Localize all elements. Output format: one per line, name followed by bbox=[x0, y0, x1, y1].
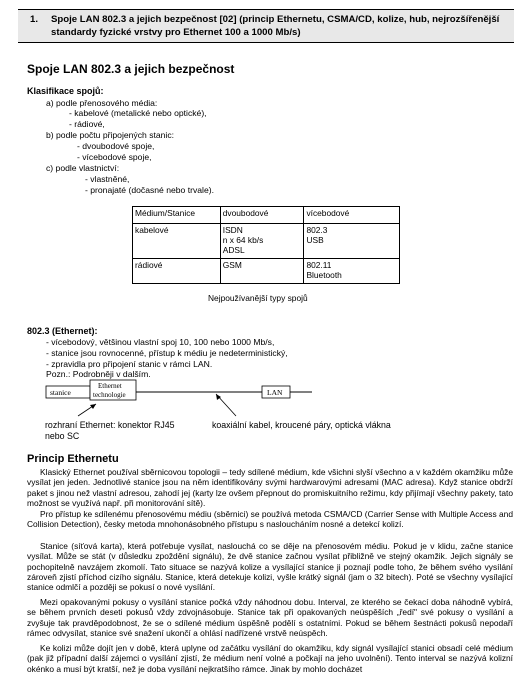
table-cell bbox=[220, 259, 304, 284]
list-item: - stanice jsou rovnocenné, přístup k médiu je nedeterministický, bbox=[46, 348, 288, 358]
interface-label-2: nebo SC bbox=[45, 431, 80, 441]
table-cell bbox=[304, 224, 400, 259]
paragraph: Ke kolizi může dojít jen v době, která uplyne od začátku vysílání do okamžiku, kdy signál vysílající stanici obsadí celé médium (pak již případní další zájemci o vysílání zjistí, že médium není volné a počkají na jeho uvolnění). Tento interval se nazývá kolizní okénko a musí být kratší, než je doba vysílání nejkratšího rámce. Jinak by mohlo docházet bbox=[27, 643, 513, 674]
list-item: - pronajaté (dočasné nebo trvale). bbox=[85, 185, 214, 195]
lan-label: LAN bbox=[267, 388, 283, 397]
cell-line: ADSL bbox=[222, 245, 245, 256]
ethernet-section-title: 802.3 (Ethernet): bbox=[27, 326, 98, 336]
table-cell: kabelové bbox=[133, 224, 221, 259]
table-header-cell: dvoubodové bbox=[220, 207, 304, 224]
list-item: c) podle vlastnictví: bbox=[46, 163, 120, 173]
chapter-title-bar bbox=[18, 9, 514, 43]
section-heading-ethernet: Princip Ethernetu bbox=[27, 453, 119, 465]
list-item: - vícebodové spoje, bbox=[77, 152, 152, 162]
cell-line: 802.11 bbox=[306, 260, 332, 270]
table-header-cell: vícebodové bbox=[304, 207, 400, 224]
chapter-title: Spoje LAN 802.3 a jejich bezpečnost [02] (princip Ethernetu, CSMA/CD, kolize, hub, nejrozšířenější standardy fyzické vrstvy pro Ethernet 100 a 1000 Mb/s) bbox=[51, 14, 500, 38]
medium-label: koaxiální kabel, kroucené páry, optická vlákna bbox=[212, 420, 391, 430]
list-item: - zpravidla pro připojení stanic v rámci LAN. bbox=[46, 359, 213, 369]
paragraph: Stanice (síťová karta), která potřebuje vysílat, naslouchá co se děje na přenosovém médiu. Pokud je v klidu, začne stanice vysílat. Může se stát (v důsledku zpoždění signálu), že dvě stanice začnou vysílat přibližně ve stejný okamžik. Jejich signály se pochopitelně navzájem zkomolí. Tato situace se nazývá kolize a vysílající stanice ji poznají podle toho, že během svého vysílání zároveň zjistí příchod cizího signálu. Stanice, která detekuje kolizi, vyšle krátký signál (jam o 32 bitech). Poté se všechny vysílající stanice odmlčí a později se pokusí o nové vysílání. bbox=[27, 541, 513, 593]
table-row bbox=[133, 259, 400, 284]
table-cell bbox=[304, 259, 400, 284]
table-header-cell: Médium/Stanice bbox=[133, 207, 221, 224]
table-cell bbox=[220, 224, 304, 259]
list-item: - dvoubodové spoje, bbox=[77, 141, 155, 151]
media-table bbox=[132, 206, 400, 284]
cell-line: GSM bbox=[222, 260, 242, 270]
section-heading-lan: Spoje LAN 802.3 a jejich bezpečnost bbox=[27, 62, 235, 76]
arrowhead-interface bbox=[90, 404, 96, 409]
cell-line: Bluetooth bbox=[306, 270, 342, 281]
paragraph: Klasický Ethernet používal sběrnicovou topologii – tedy sdílené médium, kde všichni slyší všechno a v každém okamžiku může vysílat jen jeden. Jednotlivé stanice jsou na něm identifikovány svými hardwarovými adresami (MAC adresa). Když stanice obdrží paket s jinou než vlastní adresou, zahodí jej (karty lze ovšem přepnout do promiskuitního režimu, kdy přijímají všechny pakety, tato možnost se využívá např. při monitorování sítě). bbox=[27, 467, 513, 508]
tech-label-2: technologie bbox=[93, 391, 126, 399]
cell-line: USB bbox=[306, 235, 324, 246]
chapter-number: 1. bbox=[30, 14, 39, 25]
paragraph: Pro přístup ke sdílenému přenosovému médiu (sběrnici) se používá metoda CSMA/CD (Carrier Sense with Multiple Access and Collision Detection), česky metoda mnohonásobného přístupu s nasloucháním nosné a detekcí kolizí. bbox=[27, 509, 513, 530]
classification-title: Klasifikace spojů: bbox=[27, 86, 104, 96]
interface-label: rozhraní Ethernet: konektor RJ45 bbox=[45, 420, 175, 430]
list-item: - vícebodový, většinou vlastní spoj 10, 100 nebo 1000 Mb/s, bbox=[46, 337, 275, 347]
table-caption: Nejpoužívanější typy spojů bbox=[208, 293, 308, 303]
paragraph: Mezi opakovanými pokusy o vysílání stanice počká vždy náhodnou dobu. Interval, ze kterého se čekací doba náhodně vybírá, se během prvních deseti pokusů vždy zdvojnásobuje. Stanice tak při opakovaných neúspěších „ředí" své pokusy o vysílání a zvyšuje tak pravděpodobnost, že se o sdílené médium úspěšně podělí s ostatními. Pokud se během šestnácti pokusů nepodaří rámec odvysílat, stanice své snažení ukončí a ohlásí nadřízené vrstvě neúspěch. bbox=[27, 597, 513, 638]
station-label: stanice bbox=[50, 388, 71, 397]
list-item: a) podle přenosového média: bbox=[46, 98, 158, 108]
list-item: - rádiové, bbox=[69, 119, 105, 129]
table-cell: rádiové bbox=[133, 259, 221, 284]
cell-line: 802.3 bbox=[306, 225, 328, 235]
cell-line: ISDN bbox=[222, 225, 243, 235]
tech-label-1: Ethernet bbox=[98, 382, 122, 390]
list-item: - kabelové (metalické nebo optické), bbox=[69, 108, 207, 118]
cell-line: n x 64 kb/s bbox=[222, 235, 264, 246]
note-text: Pozn.: Podrobněji v dalším. bbox=[46, 369, 151, 379]
table-header-row bbox=[133, 207, 400, 224]
list-item: b) podle počtu připojených stanic: bbox=[46, 130, 175, 140]
table-row bbox=[133, 224, 400, 259]
list-item: - vlastněné, bbox=[85, 174, 130, 184]
